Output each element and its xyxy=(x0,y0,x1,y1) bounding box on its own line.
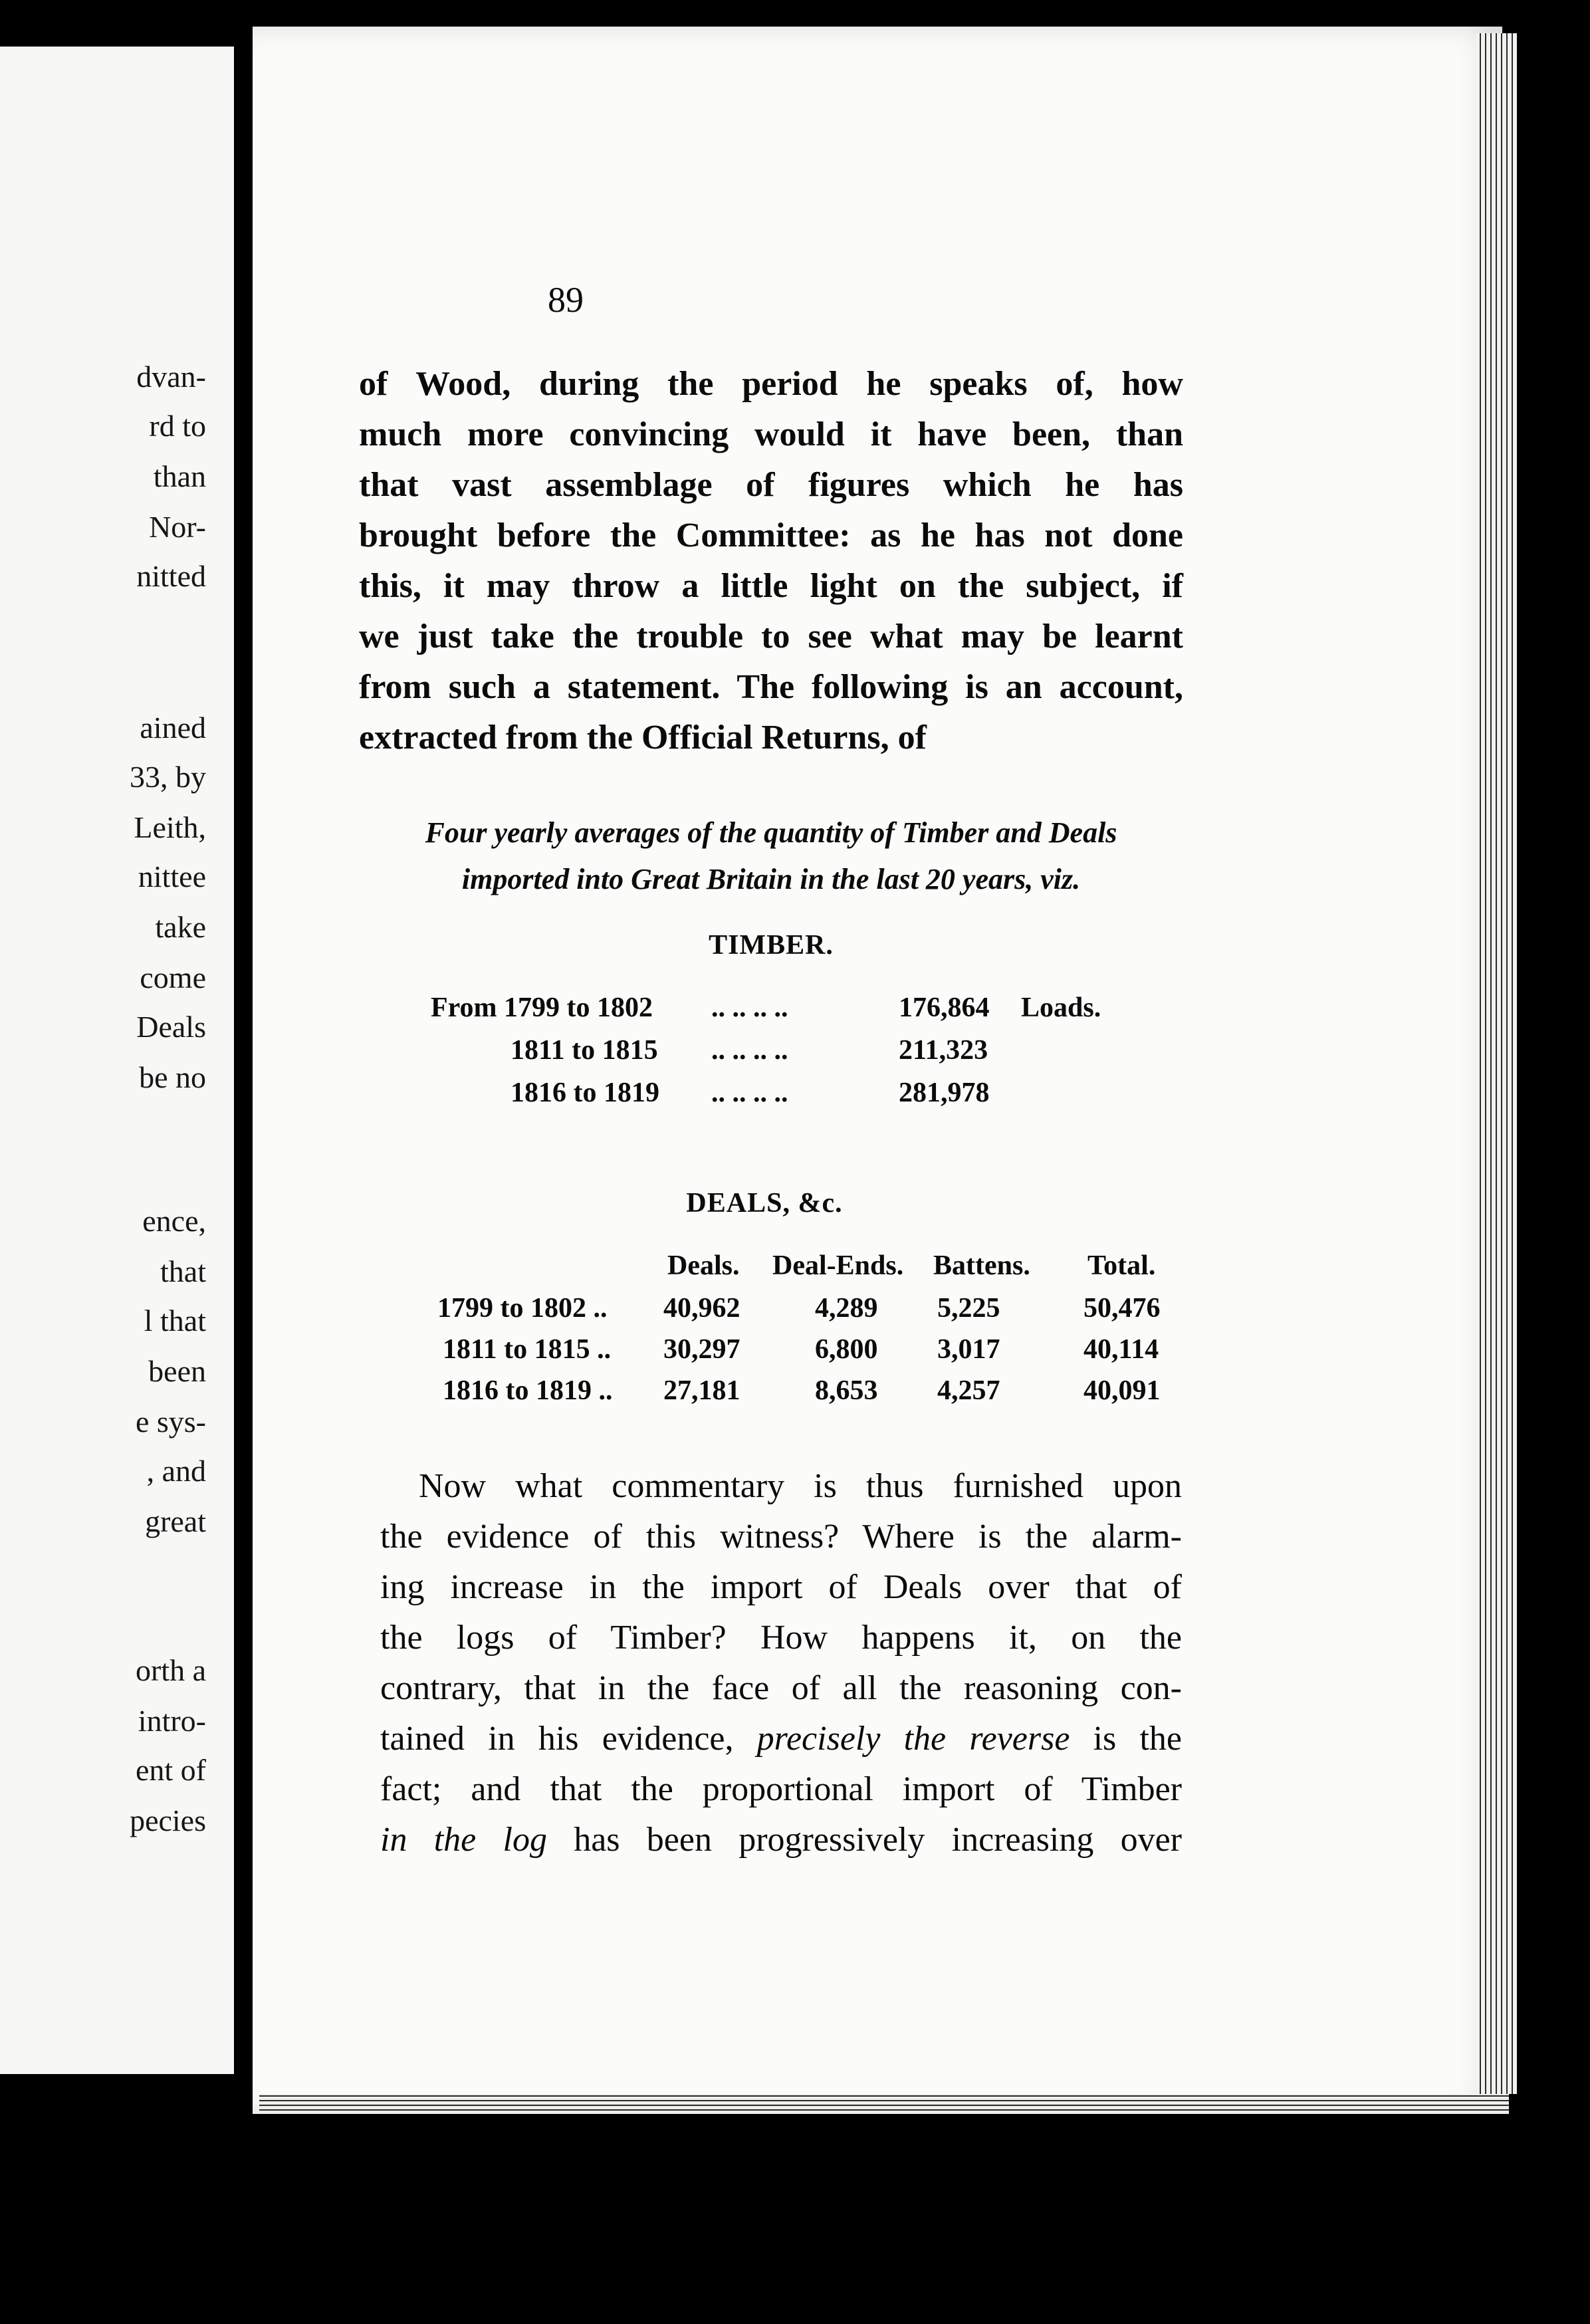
deals-period: 1799 to 1802 .. xyxy=(437,1293,608,1324)
text-line: this, it may throw a little light on the subject, if xyxy=(359,567,1183,605)
book-gutter xyxy=(234,0,253,2324)
facing-page-text-fragment: orth a xyxy=(135,1653,206,1687)
text-line: the logs of Timber? How happens it, on the xyxy=(380,1619,1182,1657)
facing-page-text-fragment: Nor- xyxy=(149,510,206,544)
facing-page-text-fragment: Leith, xyxy=(134,810,206,844)
battens-value: 4,257 xyxy=(937,1375,1000,1406)
text-run: is the xyxy=(1070,1720,1182,1758)
timber-dots: .. .. .. .. xyxy=(711,992,788,1023)
text-line: much more convincing would it have been, than xyxy=(359,415,1183,453)
paragraph-commentary xyxy=(380,1461,1182,1865)
facing-page-text-fragment: be no xyxy=(139,1060,206,1094)
emphasis-text: precisely the reverse xyxy=(756,1720,1070,1758)
timber-dots: .. .. .. .. xyxy=(711,1035,788,1066)
text-line xyxy=(380,1714,1182,1764)
facing-page-text-fragment: , and xyxy=(146,1454,206,1488)
facing-page-left xyxy=(0,47,238,2074)
facing-page-text-fragment: come xyxy=(140,961,206,994)
deals-value: 40,962 xyxy=(663,1293,740,1324)
text-line: we just take the trouble to see what may be learnt xyxy=(359,618,1183,655)
facing-page-text-fragment: ence, xyxy=(142,1204,206,1238)
facing-page-text-fragment: l that xyxy=(144,1304,206,1337)
battens-value: 3,017 xyxy=(937,1334,1000,1365)
deals-period: 1811 to 1815 .. xyxy=(443,1334,612,1365)
text-line: ing increase in the import of Deals over that of xyxy=(380,1568,1182,1606)
deals-value: 27,181 xyxy=(663,1375,740,1406)
deal-ends-value: 4,289 xyxy=(815,1293,878,1324)
page-stack-edge xyxy=(1476,33,1517,2094)
deal-ends-value: 6,800 xyxy=(815,1334,878,1365)
emphasis-text: in the log xyxy=(380,1821,547,1859)
timber-value: 281,978 xyxy=(899,1078,990,1108)
battens-value: 5,225 xyxy=(937,1293,1000,1324)
text-line: Now what commentary is thus furnished upon xyxy=(419,1467,1182,1505)
table-caption xyxy=(359,810,1183,903)
timber-value: 211,323 xyxy=(899,1035,988,1066)
text-line: fact; and that the proportional import of Timber xyxy=(380,1770,1182,1808)
facing-page-text-fragment: that xyxy=(160,1254,206,1288)
timber-value: 176,864 xyxy=(899,992,990,1023)
column-header-deal-ends: Deal-Ends. xyxy=(772,1250,904,1281)
deals-period: 1816 to 1819 .. xyxy=(443,1375,613,1406)
deals-value: 30,297 xyxy=(663,1334,740,1365)
text-run: has been progressively increasing over xyxy=(546,1821,1182,1859)
column-header-deals: Deals. xyxy=(667,1250,740,1281)
facing-page-text-fragment: take xyxy=(155,910,206,944)
text-line: brought before the Committee: as he has not done xyxy=(359,517,1183,554)
facing-page-text-fragment: intro- xyxy=(138,1704,206,1738)
deals-heading: DEALS, &c. xyxy=(686,1188,843,1219)
facing-page-text-fragment: Deals xyxy=(136,1010,206,1044)
text-line: the evidence of this witness? Where is the alarm- xyxy=(380,1518,1182,1556)
timber-period: 1816 to 1819 xyxy=(511,1078,659,1108)
text-line: contrary, that in the face of all the reasoning con- xyxy=(380,1669,1182,1707)
facing-page-text-fragment: e sys- xyxy=(135,1405,206,1439)
text-line: from such a statement. The following is an account, xyxy=(359,668,1183,706)
total-value: 40,091 xyxy=(1083,1375,1161,1406)
facing-page-text-fragment: 33, by xyxy=(130,760,206,794)
timber-heading: TIMBER. xyxy=(709,930,834,961)
facing-page-text-fragment: nittee xyxy=(138,860,206,893)
page-stack-bottom-edge xyxy=(259,2094,1509,2114)
text-run: tained in his evidence, xyxy=(380,1720,757,1758)
column-header-battens: Battens. xyxy=(933,1250,1030,1281)
total-value: 50,476 xyxy=(1083,1293,1161,1324)
timber-unit: Loads. xyxy=(1021,992,1101,1023)
timber-period: From 1799 to 1802 xyxy=(431,992,653,1023)
facing-page-text-fragment: ained xyxy=(140,711,206,745)
paragraph-opening xyxy=(359,359,1183,763)
text-line: that vast assemblage of figures which he has xyxy=(359,466,1183,504)
caption-line: Four yearly averages of the quantity of Timber and Deals xyxy=(425,816,1117,849)
facing-page-text-fragment: been xyxy=(148,1354,206,1388)
caption-line: imported into Great Britain in the last 20 years, viz. xyxy=(461,863,1081,895)
facing-page-text-fragment: pecies xyxy=(130,1803,206,1837)
timber-dots: .. .. .. .. xyxy=(711,1078,788,1108)
facing-page-text-fragment: nitted xyxy=(136,559,206,593)
column-header-total: Total. xyxy=(1087,1250,1156,1281)
total-value: 40,114 xyxy=(1083,1334,1159,1365)
page-number: 89 xyxy=(548,280,584,320)
facing-page-text-fragment: ent of xyxy=(135,1753,206,1787)
facing-page-text-fragment: than xyxy=(153,459,206,493)
facing-page-text-fragment: great xyxy=(145,1504,206,1538)
facing-page-text-fragment: rd to xyxy=(149,409,206,443)
timber-period: 1811 to 1815 xyxy=(511,1035,658,1066)
deal-ends-value: 8,653 xyxy=(815,1375,878,1406)
facing-page-text-fragment: dvan- xyxy=(136,360,206,394)
text-line: of Wood, during the period he speaks of, how xyxy=(359,365,1183,403)
text-line xyxy=(380,1815,1182,1865)
text-line: extracted from the Official Returns, of xyxy=(359,719,927,756)
